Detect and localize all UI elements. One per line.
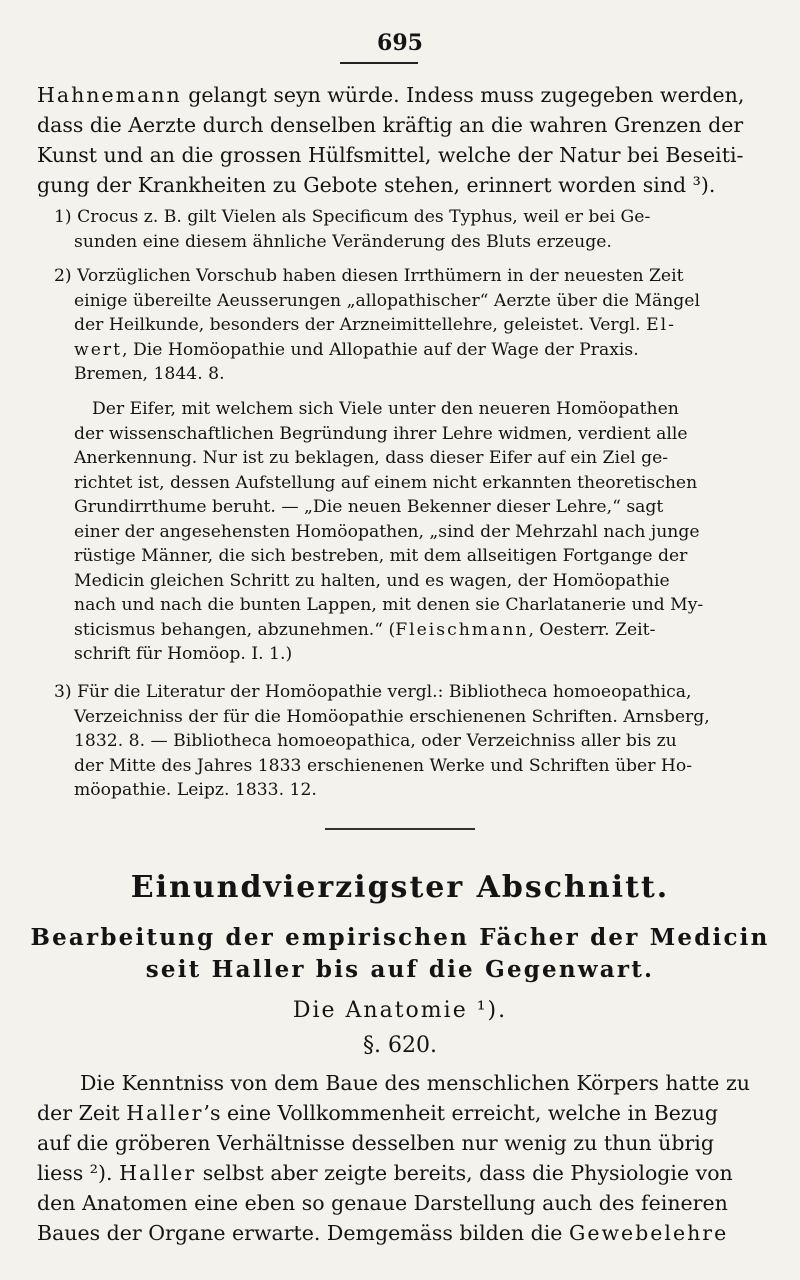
text-span: Kunst und an die grossen Hülfsmittel, welche der Natur bei Beseiti- bbox=[37, 143, 744, 167]
footnote-line bbox=[74, 397, 764, 422]
footnote-line: 1832. 8. — Bibliotheca homoeopathica, oder Verzeichniss aller bis zu bbox=[74, 731, 677, 751]
footnote-line: sunden eine diesem ähnliche Veränderung des Bluts erzeuge. bbox=[74, 231, 612, 252]
text-span: der wissenschaftlichen Begründung ihrer Lehre widmen, verdient alle bbox=[74, 423, 688, 444]
author-name: Fleischmann bbox=[395, 619, 529, 640]
text-span: schrift für Homöop. I. 1.) bbox=[74, 644, 293, 664]
text-span: rüstige Männer, die sich bestreben, mit dem allseitigen Fortgange der bbox=[74, 546, 688, 566]
footnote-line bbox=[74, 471, 764, 496]
author-name: Hahnemann bbox=[37, 83, 182, 107]
footnote-line bbox=[54, 313, 764, 338]
intro-paragraph bbox=[37, 80, 767, 200]
footnote-line: 1) Crocus z. B. gilt Vielen als Specificum des Typhus, weil er bei Ge- bbox=[54, 207, 651, 227]
text-span: Bremen, 1844. 8. bbox=[74, 364, 225, 384]
text-line bbox=[37, 170, 767, 200]
text-span: selbst aber zeigte bereits, dass die Physiologie von bbox=[196, 1161, 733, 1185]
text-span: , Oesterr. Zeit- bbox=[528, 619, 656, 640]
footnote-line: 3) Für die Literatur der Homöopathie vergl.: Bibliotheca homoeopathica, bbox=[54, 682, 692, 702]
text-line bbox=[37, 1218, 767, 1248]
footnote-line bbox=[54, 362, 764, 387]
text-span: der Zeit bbox=[37, 1101, 127, 1125]
footnote-line bbox=[74, 495, 764, 520]
text-span: Die Kenntniss von dem Baue des menschlichen Körpers hatte zu bbox=[80, 1071, 750, 1095]
footnote-line bbox=[54, 338, 764, 363]
footnote-line bbox=[74, 569, 764, 594]
text-line bbox=[37, 140, 767, 170]
footnote-line bbox=[74, 642, 764, 667]
text-span: dass die Aerzte durch denselben kräftig an die wahren Grenzen der bbox=[37, 113, 744, 137]
footnote-2-continuation bbox=[74, 397, 764, 667]
footnote-line: der Mitte des Jahres 1833 erschienenen Werke und Schriften über Ho- bbox=[74, 755, 693, 776]
footnote-line bbox=[54, 289, 764, 314]
footnote-line: Verzeichniss der für die Homöopathie erschienenen Schriften. Arnsberg, bbox=[74, 706, 710, 727]
footnote-line bbox=[74, 618, 764, 643]
footnote-2 bbox=[54, 264, 764, 387]
footnote-line bbox=[74, 544, 764, 569]
text-line bbox=[37, 1128, 767, 1158]
text-span: auf die gröberen Verhältnisse desselben nur wenig zu thun übrig bbox=[37, 1131, 714, 1155]
section-divider bbox=[325, 828, 475, 830]
text-span: ’s eine Vollkommenheit erreicht, welche in Bezug bbox=[203, 1101, 719, 1125]
chapter-subtitle: Bearbeitung der empirischen Fächer der Medicin bbox=[30, 924, 770, 951]
text-span: liess ²). bbox=[37, 1161, 120, 1185]
text-line bbox=[37, 1158, 767, 1188]
page-number-rule bbox=[340, 62, 418, 64]
text-span: gung der Krankheiten zu Gebote stehen, erinnert worden sind ³). bbox=[37, 173, 716, 197]
chapter-subtitle: seit Haller bis auf die Gegenwart. bbox=[145, 956, 655, 983]
footnote-line bbox=[74, 520, 764, 545]
author-name: Haller bbox=[119, 1161, 197, 1185]
text-span: der Heilkunde, besonders der Arzneimittellehre, geleistet. Vergl. bbox=[74, 315, 647, 335]
section-title: Die Anatomie ¹). bbox=[292, 998, 508, 1023]
footnote-1 bbox=[54, 205, 764, 254]
chapter-title: Einundvierzigster Abschnitt. bbox=[130, 870, 670, 905]
text-line bbox=[37, 1188, 767, 1218]
author-name: wert bbox=[74, 339, 123, 360]
author-name: Haller bbox=[126, 1101, 204, 1125]
text-span: Grundirrthume beruht. — „Die neuen Bekenner dieser Lehre,“ sagt bbox=[74, 497, 664, 517]
text-line bbox=[37, 80, 767, 110]
text-span: , Die Homöopathie und Allopathie auf der Wage der Praxis. bbox=[122, 339, 639, 360]
text-span: gelangt seyn würde. Indess muss zugegeben werden, bbox=[181, 83, 745, 107]
paragraph-number: §. 620. bbox=[363, 1033, 437, 1058]
text-span: Medicin gleichen Schritt zu halten, und es wagen, der Homöopathie bbox=[74, 570, 670, 591]
text-line bbox=[37, 1068, 767, 1098]
footnote-line bbox=[74, 593, 764, 618]
text-line bbox=[37, 1098, 767, 1128]
main-paragraph bbox=[37, 1068, 767, 1248]
text-span: einige übereilte Aeusserungen „allopathischer“ Aerzte über die Mängel bbox=[74, 290, 700, 311]
text-span: einer der angesehensten Homöopathen, „sind der Mehrzahl nach junge bbox=[74, 521, 700, 542]
page-number: 695 bbox=[377, 30, 423, 56]
footnote-line bbox=[54, 264, 764, 289]
text-span: Der Eifer, mit welchem sich Viele unter den neueren Homöopathen bbox=[92, 399, 679, 419]
text-span: den Anatomen eine eben so genaue Darstellung auch des feineren bbox=[37, 1191, 728, 1215]
footnote-line bbox=[74, 422, 764, 447]
text-span: sticismus behangen, abzunehmen.“ ( bbox=[74, 619, 396, 640]
text-span: nach und nach die bunten Lappen, mit denen sie Charlatanerie und My- bbox=[74, 595, 704, 615]
text-span: richtet ist, dessen Aufstellung auf einem nicht erkannten theoretischen bbox=[74, 472, 698, 493]
text-line bbox=[37, 110, 767, 140]
footnote-3 bbox=[54, 680, 764, 803]
text-span: Baues der Organe erwarte. Demgemäss bilden die bbox=[37, 1221, 569, 1245]
text-span: 2) Vorzüglichen Vorschub haben diesen Irrthümern in der neuesten Zeit bbox=[54, 266, 684, 286]
author-name: El- bbox=[646, 315, 676, 335]
text-span: Anerkennung. Nur ist zu beklagen, dass dieser Eifer auf ein Ziel ge- bbox=[74, 448, 669, 468]
term-emphasis: Gewebelehre bbox=[568, 1221, 729, 1245]
footnote-line bbox=[74, 446, 764, 471]
footnote-line: möopathie. Leipz. 1833. 12. bbox=[74, 780, 317, 800]
